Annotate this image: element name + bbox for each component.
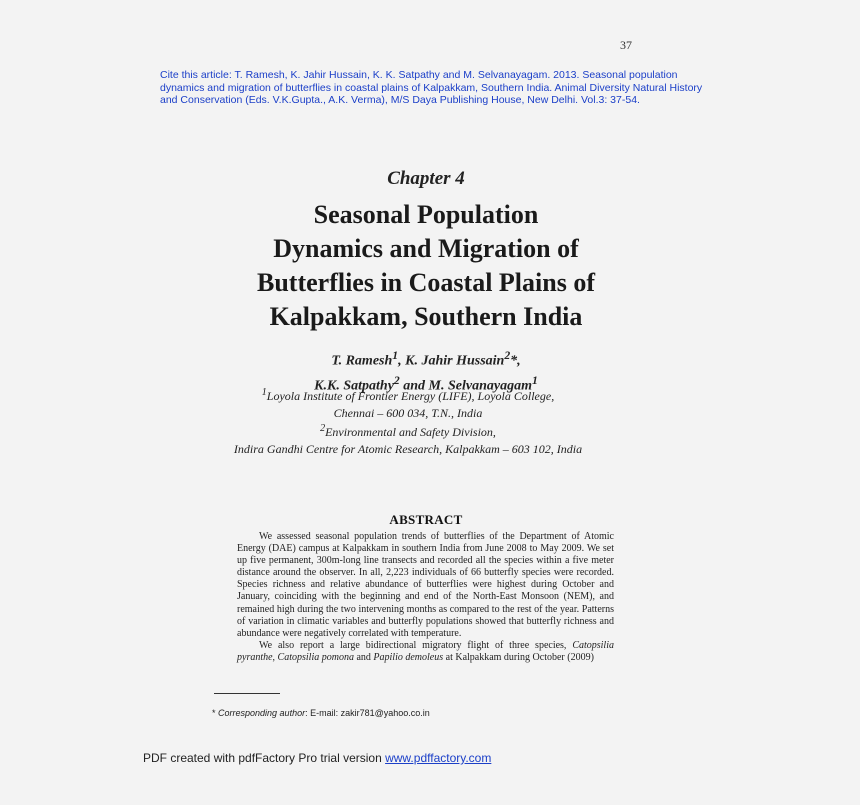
abstract-paragraph: We also report a large bidirectional migratory flight of three species, Catopsilia pyranthe, Catopsilia pomona and Papilio demoleus at Kalpakkam during October (2009) [237, 639, 614, 663]
title-line: Kalpakkam, Southern India [269, 302, 583, 331]
abstract-heading: ABSTRACT [389, 512, 463, 527]
affiliation-line: $^2$Environmental and Safety Division, [320, 423, 496, 439]
title-line: Dynamics and Migration of [273, 234, 579, 263]
affiliations [0, 385, 816, 457]
chapter-label: Chapter 4 [387, 168, 465, 189]
citation-note: Cite this article: T. Ramesh, K. Jahir Hussain, K. K. Satpathy and M. Selvanayagam. 2013. Seasonal population dynamics and migration of butterflies in coastal plains of Kalpakkam, Southern India. Animal Diversity Natural History and Conservation (Eds. V.K.Gupta., A.K. Verma), M/S Daya Publishing House, New Delhi. Vol.3: 37-54. [160, 69, 703, 106]
page-number: 37 [620, 38, 632, 52]
pdf-creator-note: PDF created with pdfFactory Pro trial version www.pdffactory.com [143, 751, 492, 765]
author-line: K.K. Satpathy$^2$ and M. Selvanayagam$^1$ [314, 373, 538, 394]
title-line: Butterflies in Coastal Plains of [257, 268, 595, 297]
footnote: * Corresponding author: E-mail: zakir781@yahoo.co.in [212, 708, 430, 718]
abstract-body [237, 531, 614, 664]
affiliation-line: Chennai – 600 034, T.N., India [333, 405, 483, 420]
footnote-divider [214, 693, 280, 694]
abstract-paragraph: We assessed seasonal population trends of butterflies of the Department of Atomic Energy (DAE) campus at Kalpakkam in southern India from June 2008 to May 2009. We set up five permanent, 300m-long line transects and recorded all the species within a five meter distance around the observer. In all, 2,223 individuals of 66 butterfly species were recorded. Species richness and relative abundance of butterflies were highest during October and January, coinciding with the beginning and end of the North-East Monsoon (NEM), and remained high during the two intervening months as compared to the rest of the year. Patterns of variation in climatic variables and butterfly populations showed that butterfly richness and abundance were negatively correlated with temperature. [237, 531, 614, 639]
author-line: T. Ramesh$^1$, K. Jahir Hussain$^2$*, [331, 349, 521, 369]
paper-title [0, 198, 852, 334]
affiliation-line: Indira Gandhi Centre for Atomic Research, Kalpakkam – 603 102, India [233, 441, 583, 456]
affiliation-line: $^1$Loyola Institute of Frontier Energy (LIFE), Loyola College, [261, 387, 555, 403]
pdffactory-link[interactable]: www.pdffactory.com [385, 751, 492, 765]
title-line: Seasonal Population [313, 200, 539, 229]
